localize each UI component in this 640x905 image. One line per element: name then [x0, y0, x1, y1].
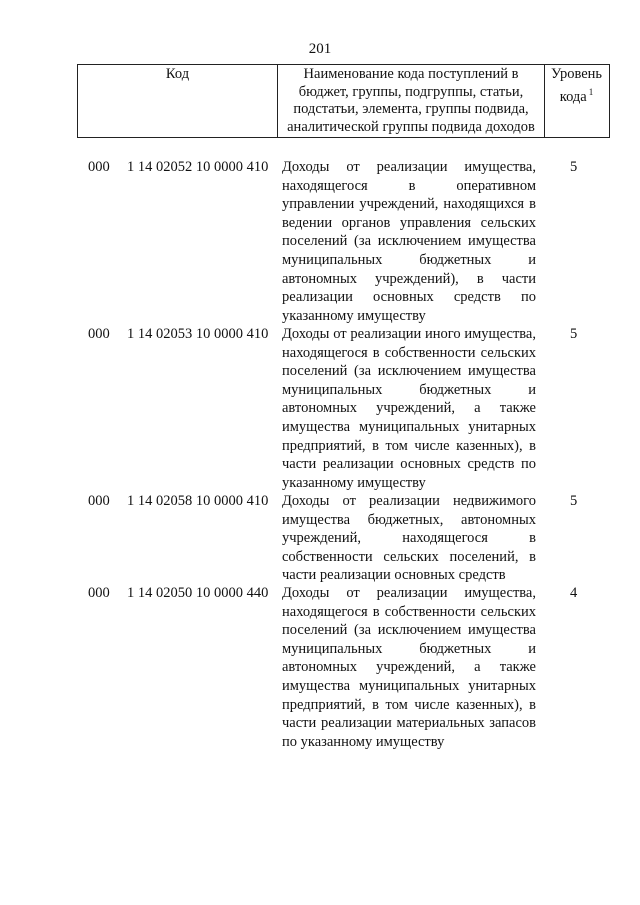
description-line: имущества бюджетных, автономных — [282, 511, 536, 528]
description-line: собственности сельских поселений, в — [282, 548, 536, 565]
row-code: 1 14 02050 10 0000 440 — [127, 585, 269, 601]
page-number: 201 — [308, 41, 332, 57]
header-name-line: Наименование кода поступлений в — [303, 66, 519, 82]
description-line: части реализации основных средств — [282, 567, 506, 584]
row-description — [282, 492, 536, 585]
description-line: части реализации основных средств по — [282, 456, 536, 473]
description-line: поселений (за исключением имущества — [282, 363, 536, 380]
row-description — [282, 584, 536, 751]
row-description — [282, 158, 536, 325]
description-line: Доходы от реализации имущества, — [282, 159, 536, 175]
description-line: Доходы от реализации имущества, — [282, 585, 536, 601]
row-code: 1 14 02053 10 0000 410 — [127, 326, 269, 342]
description-line: имущества муниципальных унитарных — [282, 677, 536, 694]
description-line: находящегося в собственности сельских — [282, 344, 536, 361]
description-line: муниципальных бюджетных и — [282, 381, 536, 398]
description-line: муниципальных бюджетных и — [282, 251, 536, 268]
header-level — [544, 64, 610, 138]
header-name-line: подстатьи, элемента, группы подвида, — [293, 101, 529, 117]
row-level: 5 — [570, 493, 578, 509]
description-line: указанному имуществу — [282, 307, 426, 324]
description-line: реализации основных средств по — [282, 289, 536, 306]
row-prefix: 000 — [88, 159, 110, 175]
description-line: автономных учреждений), в части — [282, 270, 536, 287]
header-level-line1: Уровень — [550, 66, 603, 82]
description-line: по указанному имуществу — [282, 733, 445, 750]
row-level: 4 — [570, 585, 578, 601]
description-line: предприятий, в том числе казенных), в — [282, 437, 536, 454]
description-line: поселений (за исключением имущества — [282, 233, 536, 250]
description-line: учреждений, находящегося в — [282, 530, 536, 547]
header-level-line2: кода — [559, 88, 587, 105]
description-line: Доходы от реализации недвижимого — [282, 493, 536, 509]
row-level: 5 — [570, 326, 578, 342]
description-line: ведении органов управления сельских — [282, 214, 536, 231]
footnote-marker: 1 — [588, 86, 594, 97]
row-prefix: 000 — [88, 493, 110, 509]
description-line: автономных учреждений, а также — [282, 659, 536, 676]
row-description — [282, 325, 536, 492]
description-line: автономных учреждений, а также — [282, 400, 536, 417]
header-name-line: бюджет, группы, подгруппы, статьи, — [298, 83, 524, 100]
row-code: 1 14 02058 10 0000 410 — [127, 493, 269, 509]
description-line: поселений (за исключением имущества — [282, 622, 536, 639]
row-code: 1 14 02052 10 0000 410 — [127, 159, 269, 175]
description-line: предприятий, в том числе казенных), в — [282, 696, 536, 713]
description-line: находящегося в собственности сельских — [282, 603, 536, 620]
description-line: Доходы от реализации иного имущества, — [282, 326, 536, 342]
description-line: находящегося в оперативном — [282, 177, 536, 194]
header-name-line: аналитической группы подвида доходов — [287, 118, 535, 135]
row-level: 5 — [570, 159, 578, 175]
row-prefix: 000 — [88, 585, 110, 601]
row-prefix: 000 — [88, 326, 110, 342]
header-code: Код — [77, 64, 277, 138]
description-line: муниципальных бюджетных и — [282, 640, 536, 657]
description-line: части реализации материальных запасов — [282, 715, 536, 732]
description-line: управлении учреждений, находящихся в — [282, 196, 536, 213]
description-line: имущества муниципальных унитарных — [282, 418, 536, 435]
table-header — [77, 64, 610, 138]
description-line: указанному имуществу — [282, 474, 426, 491]
header-name — [277, 64, 545, 138]
